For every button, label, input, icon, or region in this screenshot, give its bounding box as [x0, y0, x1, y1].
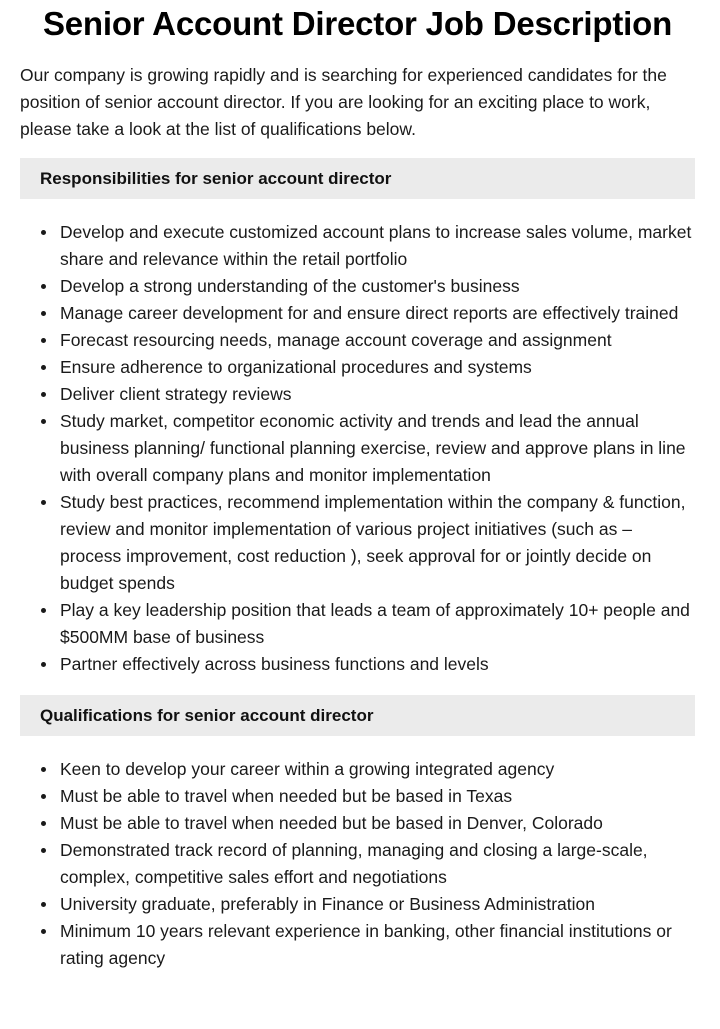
- list-item-text: University graduate, preferably in Finance or Business Administration: [60, 894, 595, 914]
- responsibilities-heading: Responsibilities for senior account director: [20, 158, 695, 199]
- list-item: [60, 300, 695, 327]
- bullet-icon: [41, 608, 46, 613]
- list-item: [60, 381, 695, 408]
- list-item: [60, 489, 695, 597]
- qualifications-heading: Qualifications for senior account director: [20, 695, 695, 736]
- intro-paragraph: Our company is growing rapidly and is searching for experienced candidates for the position of senior account director. If you are looking for an exciting place to work, please take a look at the list of qualifications below.: [20, 65, 667, 139]
- list-item-text: Develop and execute customized account plans to increase sales volume, market share and relevance within the retail portfolio: [60, 222, 692, 269]
- list-item-text: Manage career development for and ensure direct reports are effectively trained: [60, 303, 679, 323]
- list-item: [60, 837, 695, 891]
- list-item: [60, 327, 695, 354]
- list-item: [60, 273, 695, 300]
- list-item: [60, 783, 695, 810]
- bullet-icon: [41, 500, 46, 505]
- list-item: [60, 219, 695, 273]
- bullet-icon: [41, 767, 46, 772]
- list-item-text: Demonstrated track record of planning, managing and closing a large-scale, complex, competitive sales effort and negotiations: [60, 840, 648, 887]
- list-item: [60, 597, 695, 651]
- bullet-icon: [41, 284, 46, 289]
- bullet-icon: [41, 419, 46, 424]
- list-item-text: Play a key leadership position that leads a team of approximately 10+ people and $500MM base of business: [60, 600, 690, 647]
- list-item-text: Deliver client strategy reviews: [60, 384, 292, 404]
- list-item: [60, 408, 695, 489]
- qualifications-section: [20, 695, 695, 972]
- bullet-icon: [41, 821, 46, 826]
- bullet-icon: [41, 794, 46, 799]
- bullet-icon: [41, 902, 46, 907]
- list-item: [60, 918, 695, 972]
- list-item: [60, 354, 695, 381]
- list-item: [60, 810, 695, 837]
- list-item-text: Keen to develop your career within a growing integrated agency: [60, 759, 555, 779]
- list-item-text: Ensure adherence to organizational procedures and systems: [60, 357, 532, 377]
- list-item: [60, 756, 695, 783]
- bullet-icon: [41, 338, 46, 343]
- bullet-icon: [41, 230, 46, 235]
- bullet-icon: [41, 848, 46, 853]
- responsibilities-list: [20, 219, 695, 678]
- list-item-text: Partner effectively across business functions and levels: [60, 654, 489, 674]
- list-item: [60, 651, 695, 678]
- responsibilities-section: [20, 158, 695, 678]
- list-item-text: Forecast resourcing needs, manage account coverage and assignment: [60, 330, 612, 350]
- bullet-icon: [41, 311, 46, 316]
- bullet-icon: [41, 365, 46, 370]
- page-title: Senior Account Director Job Description: [42, 5, 673, 42]
- list-item-text: Study best practices, recommend implementation within the company & function, review and monitor implementation of various project initiatives (such as – process improvement, cost reduction ), seek approval for or jointly decide on budget spends: [60, 492, 686, 593]
- qualifications-list: [20, 756, 695, 972]
- bullet-icon: [41, 929, 46, 934]
- list-item-text: Minimum 10 years relevant experience in banking, other financial institutions or rating agency: [60, 921, 672, 968]
- list-item: [60, 891, 695, 918]
- list-item-text: Must be able to travel when needed but be based in Texas: [60, 786, 513, 806]
- list-item-text: Develop a strong understanding of the customer's business: [60, 276, 520, 296]
- list-item-text: Study market, competitor economic activity and trends and lead the annual business planning/ functional planning exercise, review and approve plans in line with overall company plans and monitor implementation: [60, 411, 686, 485]
- bullet-icon: [41, 662, 46, 667]
- bullet-icon: [41, 392, 46, 397]
- list-item-text: Must be able to travel when needed but be based in Denver, Colorado: [60, 813, 603, 833]
